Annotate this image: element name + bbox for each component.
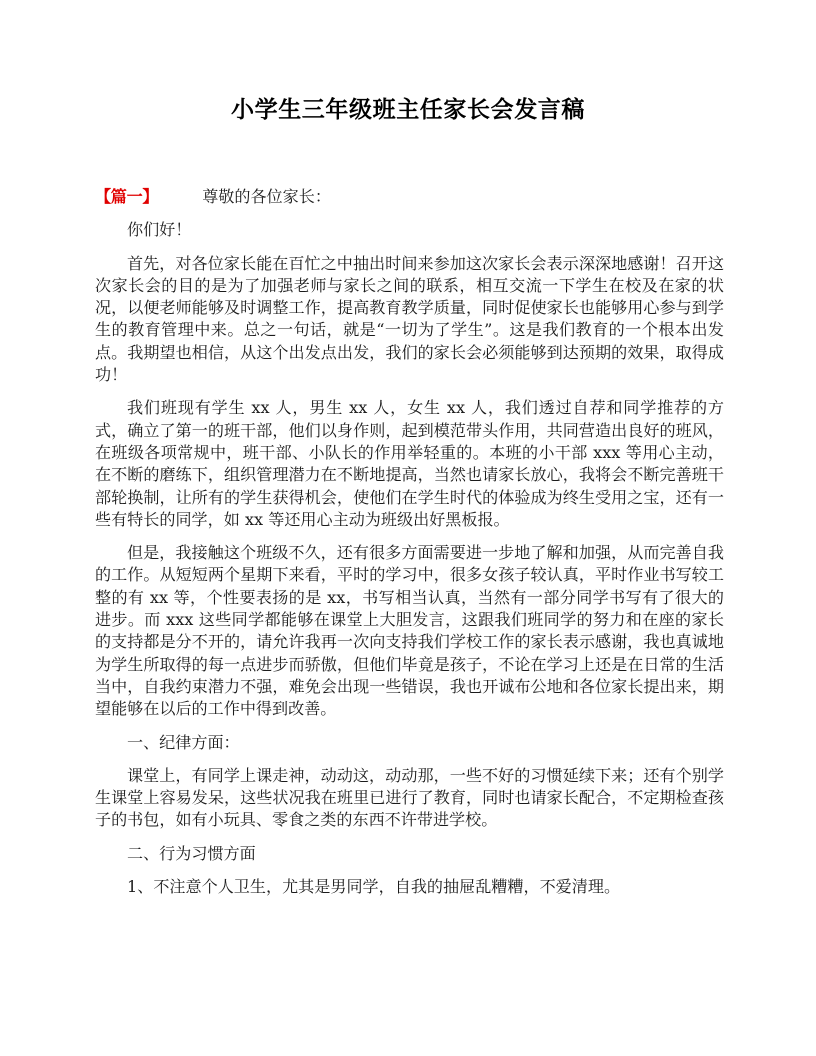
greeting-paragraph: 你们好！ [127,220,192,240]
chapter-mark-label: 【篇一】 [95,187,159,206]
paragraph-1: 首先，对各位家长能在百忙之中抽出时间来参加这次家长会表示深深地感谢！召开这次家长会的目的是为了加强老师与家长之间的联系，相互交流一下学生在校及在家的状况，以便老师能够及时调整工作，提高教育教学质量，同时促使家长也能够用心参与到学生的教育管理中来。总之一句话，就是“一切为了学生”。这是我们教育的一个根本出发点。我期望也相信，从这个出发点出发，我们的家长会必须能够到达预期的效果，取得成功！ [95,253,724,385]
section-2-heading: 二、行为习惯方面 [127,843,256,863]
salutation-text: 尊敬的各位家长： [202,187,331,206]
paragraph-3: 但是，我接触这个班级不久，还有很多方面需要进一步地了解和加强，从而完善自我的工作。从短短两个星期下来看，平时的学习中，很多女孩子较认真，平时作业书写较工整的有 xx 等，个性要表扬的是 xx，书写相当认真，当然有一部分同学书写有了很大的进步。而 xxx 这些同学都能够在课堂上大胆发言，这跟我们班同学的努力和在座的家长的支持都是分不开的，请允许我再一次向支持我们学校工作的家长表示感谢，我也真诚地为学生所取得的每一点进步而骄傲，但他们毕竟是孩子，不论在学习上还是在日常的生活当中，自我约束潜力不强，难免会出现一些错误，我也开诚布公地和各位家长提出来，期望能够在以后的工作中得到改善。 [95,543,724,719]
chapter-salutation-line [95,186,724,208]
page-title: 小学生三年级班主任家长会发言稿 [231,96,585,123]
paragraph-2: 我们班现有学生 xx 人，男生 xx 人，女生 xx 人，我们透过自荐和同学推荐的方式，确立了第一的班干部，他们以身作则，起到模范带头作用，共同营造出良好的班风，在班级各项常规中，班干部、小队长的作用举轻重的。本班的小干部 xxx 等用心主动，在不断的磨练下，组织管理潜力在不断地提高，当然也请家长放心，我将会不断完善班干部轮换制，让所有的学生获得机会，使他们在学生时代的体验成为终生受用之宝，还有一些有特长的同学，如 xx 等还用心主动为班级出好黑板报。 [95,398,724,529]
document-body [95,186,724,898]
section-1-heading: 一、纪律方面： [127,732,240,752]
section-2-item-1: 1、不注意个人卫生，尤其是男同学，自我的抽屉乱糟糟，不爱清理。 [127,877,621,897]
section-1-body: 课堂上，有同学上课走神，动动这，动动那，一些不好的习惯延续下来；还有个别学生课堂上容易发呆，这些状况我在班里已进行了教育，同时也请家长配合，不定期检查孩子的书包，如有小玩具、零食之类的东西不许带进学校。 [95,765,724,830]
